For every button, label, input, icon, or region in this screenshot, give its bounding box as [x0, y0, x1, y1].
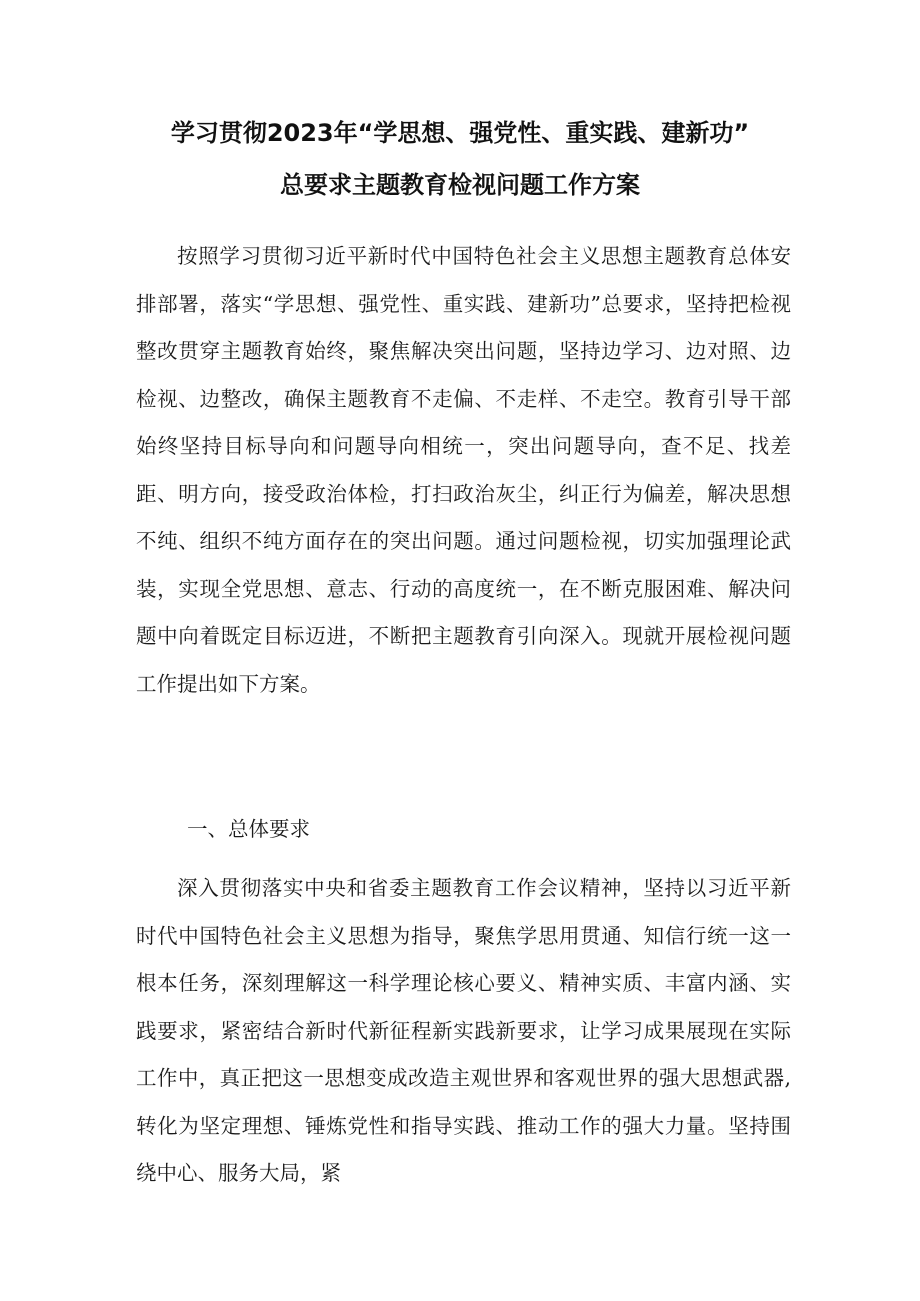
document-title-line-2: 总要求主题教育检视问题工作方案	[280, 171, 640, 199]
intro-paragraph: 按照学习贯彻习近平新时代中国特色社会主义思想主题教育总体安排部署，落实“学思想、强党性、重实践、建新功”总要求，坚持把检视整改贯穿主题教育始终，聚焦解决突出问题，坚持边学习、边对照、边检视、边整改，确保主题教育不走偏、不走样、不走空。教育引导干部始终坚持目标导向和问题导向相统一，突出问题导向，查不足、找差距、明方向，接受政治体检，打扫政治灰尘，纠正行为偏差，解决思想不纯、组织不纯方面存在的突出问题。通过问题检视，切实加强理论武装，实现全党思想、意志、行动的高度统一，在不断克服困难、解决问题中向着既定目标迈进，不断把主题教育引向深入。现就开展检视问题工作提出如下方案。	[136, 244, 791, 696]
section1-paragraph: 深入贯彻落实中央和省委主题教育工作会议精神，坚持以习近平新时代中国特色社会主义思想为指导，聚焦学思用贯通、知信行统一这一根本任务，深刻理解这一科学理论核心要义、精神实质、丰富内涵、实践要求，紧密结合新时代新征程新实践新要求，让学习成果展现在实际工作中，真正把这一思想变成改造主观世界和客观世界的强大思想武器,转化为坚定理想、锤炼党性和指导实践、推动工作的强大力量。坚持围绕中心、服务大局，紧	[136, 876, 791, 1185]
intro-paragraph-block	[136, 233, 791, 708]
document-title-line-1: 学习贯彻2023年“学思想、强党性、重实践、建新功”	[170, 119, 750, 147]
section1-paragraph-block	[136, 865, 791, 1198]
section-heading-general-requirements: 一、总体要求	[187, 817, 310, 841]
